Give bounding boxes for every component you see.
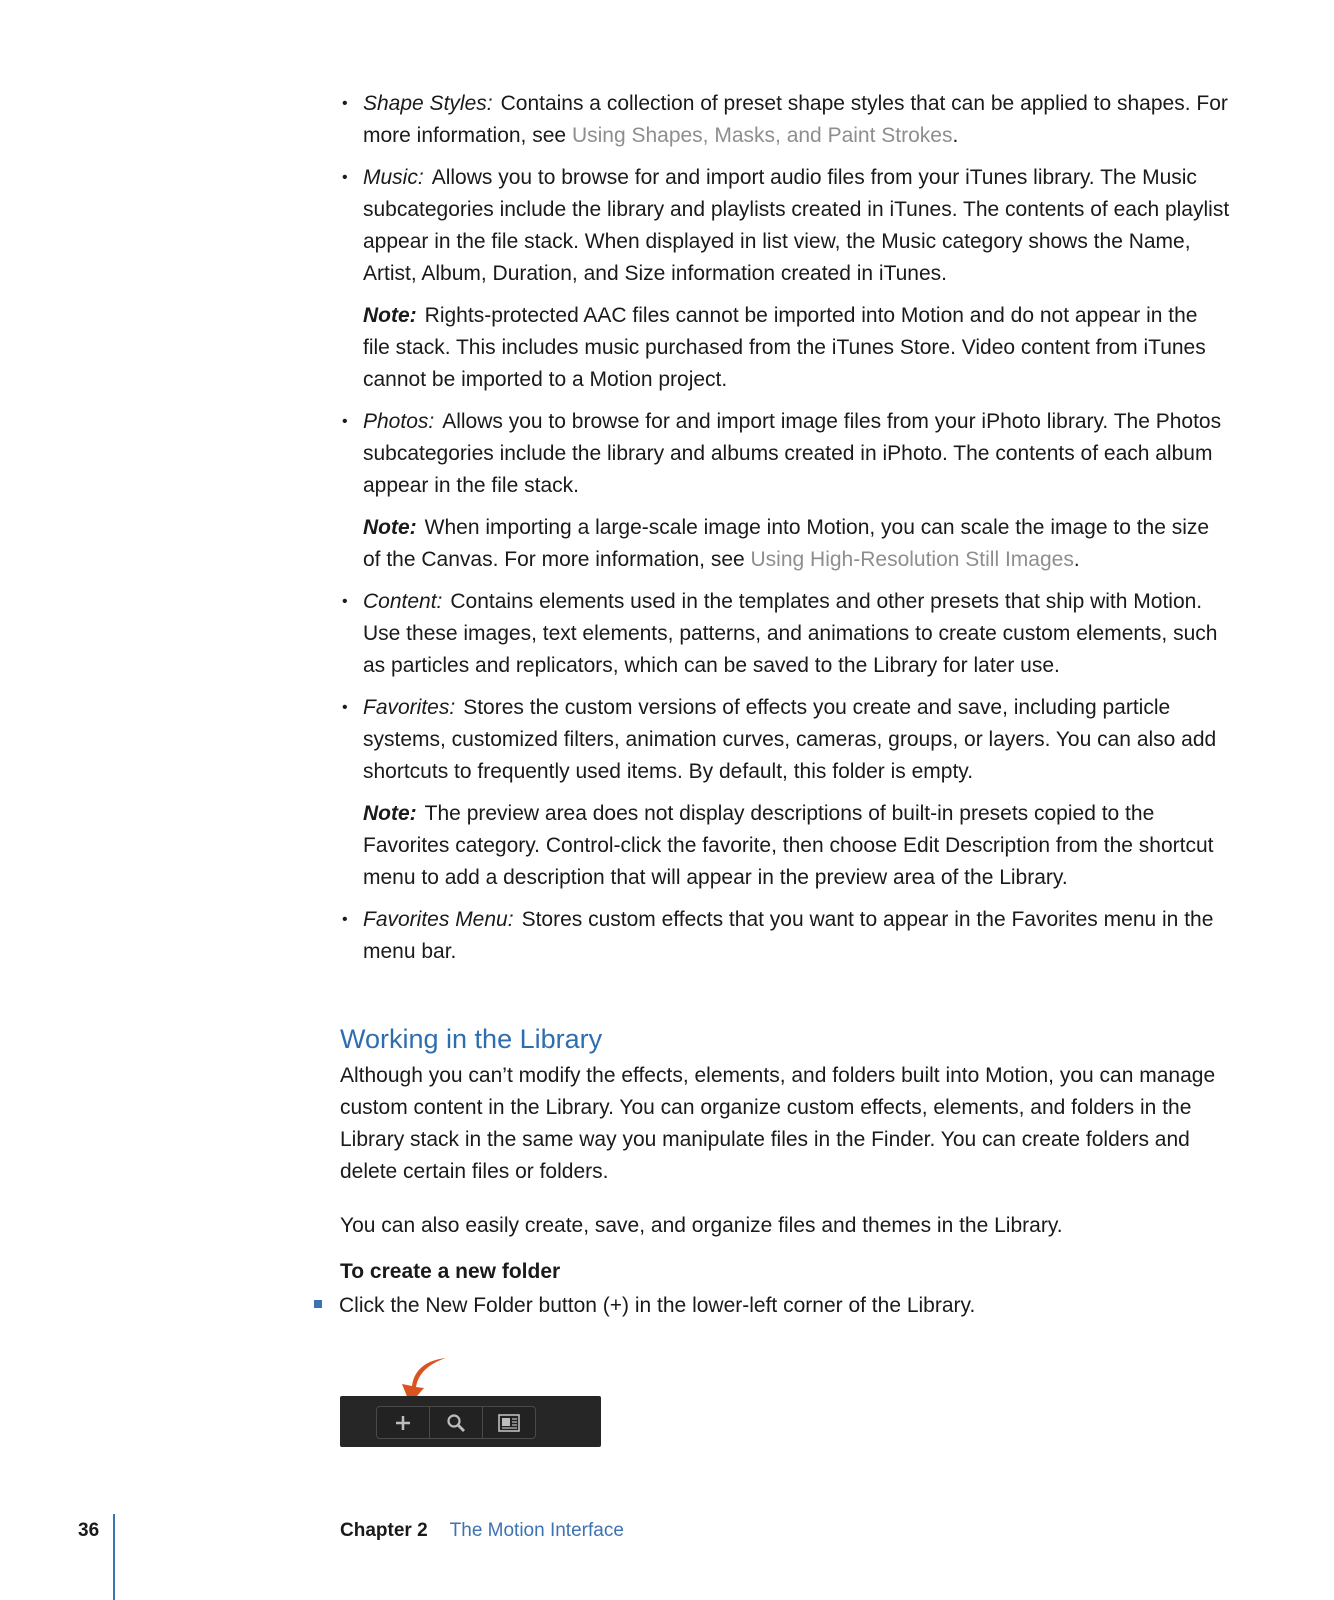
list-item: • Music: Allows you to browse for and import audio files from your iTunes library. The Music subcategories include the library and playlists created in iTunes. The contents of each playlist appear in the file stack. When displayed in list view, the Music category shows the Name, Artist, Album, Duration, and Size information created in iTunes. Note: Rights-protected AAC files cannot be imported into Motion and do not appear in the file stack. This includes music purchased from the iTunes Store. Video content from iTunes cannot be imported to a Motion project. [340, 162, 1230, 396]
chapter-label: Chapter 2 [340, 1520, 428, 1541]
link-using-shapes[interactable]: Using Shapes, Masks, and Paint Strokes [571, 124, 953, 147]
list-item: • Shape Styles: Contains a collection of preset shape styles that can be applied to shapes. For more information, see Using Shapes, Masks, and Paint Strokes. [342, 92, 1228, 147]
term-photos: Photos: [363, 410, 435, 433]
note-favorites: Note: The preview area does not display descriptions of built-in presets copied to the Favorites category. Control-click the favorite, then choose Edit Description from the shortcut menu to add a description that will appear in the preview area of the Library. [363, 802, 1214, 889]
library-toolbar [340, 1396, 601, 1447]
list-item: • Favorites Menu: Stores custom effects that you want to appear in the Favorites menu in the menu bar. [342, 908, 1214, 963]
section-heading: Working in the Library [340, 1024, 603, 1054]
body-paragraph: Although you can’t modify the effects, elements, and folders built into Motion, you can manage custom content in the Library. You can organize custom effects, elements, and folders in the Library stack in the same way you manipulate files in the Finder. You can create folders and delete certain files or folders. [340, 1064, 1216, 1183]
term-favorites: Favorites: [363, 696, 456, 719]
search-icon [446, 1413, 466, 1433]
list-item: • Favorites: Stores the custom versions of effects you create and save, including particle systems, customized filters, animation curves, cameras, groups, or layers. You can also add shortcuts to frequently used items. By default, this folder is empty. Note: The preview area does not display descriptions of built-in presets copied to the Favorites category. Control-click the favorite, then choose Edit Description from the shortcut menu to add a description that will appear in the preview area of the Library. [340, 692, 1230, 894]
preview-button[interactable] [483, 1407, 535, 1438]
plus-icon [394, 1414, 412, 1432]
search-button[interactable] [430, 1407, 483, 1438]
step-bullet-icon [314, 1300, 322, 1308]
library-categories-list [340, 88, 1230, 978]
term-favorites-menu: Favorites Menu: [363, 908, 514, 931]
task-heading: To create a new folder [340, 1260, 561, 1283]
new-folder-button[interactable] [377, 1407, 430, 1438]
list-item: • Content: Contains elements used in the templates and other presets that ship with Motion. Use these images, text elements, patterns, and animations to create custom elements, such as particles and replicators, which can be saved to the Library for later use. [342, 590, 1218, 677]
toolbar-button-group [376, 1406, 536, 1439]
note-photos: Note: When importing a large-scale image into Motion, you can scale the image to the size of the Canvas. For more information, see Using High-Resolution Still Images. [363, 516, 1210, 571]
task-step: Click the New Folder button (+) in the lower-left corner of the Library. [314, 1290, 975, 1322]
term-content: Content: [363, 590, 443, 613]
link-high-resolution[interactable]: Using High-Resolution Still Images [750, 548, 1074, 571]
footer-rule [113, 1514, 115, 1600]
body-paragraph: You can also easily create, save, and organize files and themes in the Library. [340, 1214, 1063, 1237]
preview-icon [497, 1413, 521, 1433]
page-number: 36 [78, 1520, 100, 1541]
term-shape-styles: Shape Styles: [363, 92, 493, 115]
note-music: Note: Rights-protected AAC files cannot be imported into Motion and do not appear in the file stack. This includes music purchased from the iTunes Store. Video content from iTunes cannot be imported to a Motion project. [363, 304, 1206, 391]
list-item: • Photos: Allows you to browse for and import image files from your iPhoto library. The Photos subcategories include the library and albums created in iPhoto. The contents of each album appear in the file stack. Note: When importing a large-scale image into Motion, you can scale the image to the size of the Canvas. For more information, see Using High-Resolution Still Images. [340, 406, 1230, 576]
term-music: Music: [363, 166, 424, 189]
footer-chapter [340, 1520, 624, 1542]
chapter-title: The Motion Interface [449, 1520, 624, 1541]
